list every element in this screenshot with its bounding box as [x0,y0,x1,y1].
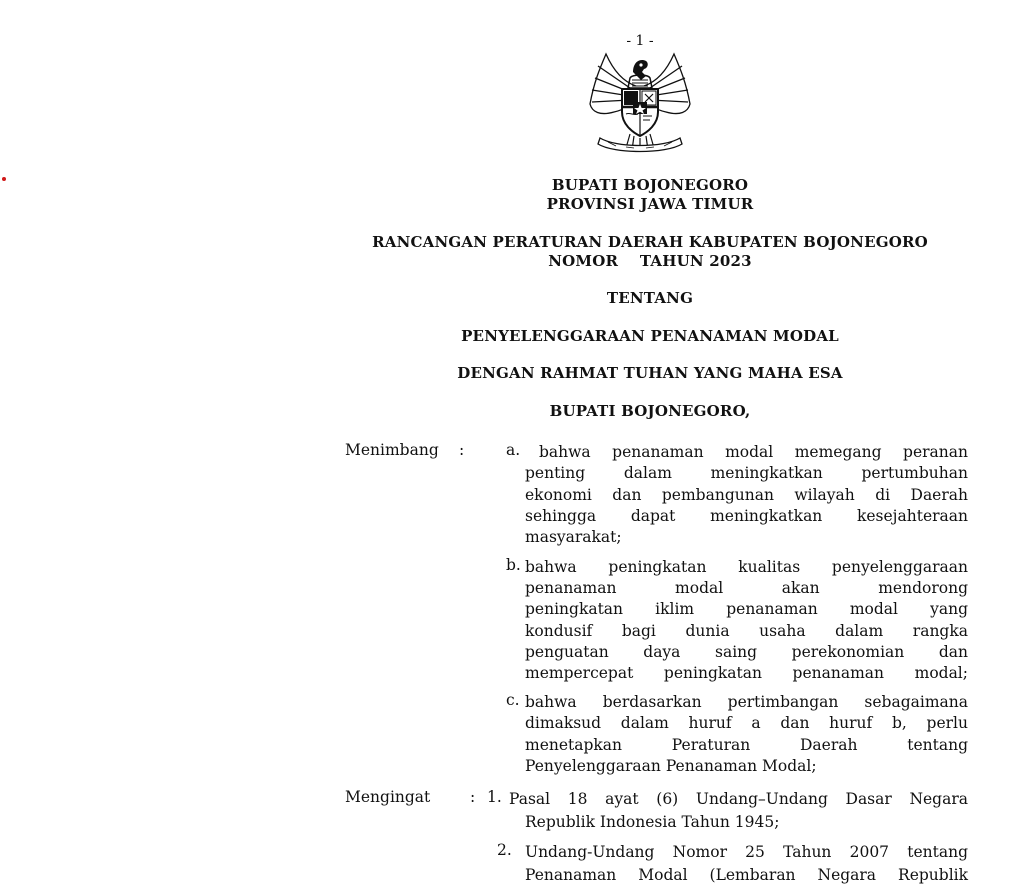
mengingat-marker-2: 2. [497,841,512,859]
menimbang-b-line: peningkatan iklim penanaman modal yang [525,600,968,618]
page-number: - 1 - [626,33,654,49]
mengingat-label: Mengingat [345,788,431,806]
menimbang-a-line: ekonomi dan pembangunan wilayah di Daerah [525,486,968,504]
menimbang-marker-c: c. [506,691,520,709]
menimbang-c-line: bahwa berdasarkan pertimbangan sebagaimana [525,693,968,711]
menimbang-a-line: sehingga dapat meningkatkan kesejahteraan [525,507,968,525]
menimbang-marker-b: b. [506,556,521,574]
menimbang-b-line: penanaman modal akan mendorong [525,579,968,597]
menimbang-colon: : [459,441,465,459]
heading-nomor: NOMOR TAHUN 2023 [548,252,752,270]
menimbang-a-line: penting dalam meningkatkan pertumbuhan [525,464,968,482]
mengingat-1-line: Republik Indonesia Tahun 1945; [525,813,780,831]
heading-bupati-koma: BUPATI BOJONEGORO, [549,402,751,420]
mengingat-marker-1: 1. [487,788,502,806]
menimbang-b-line: mempercepat peningkatan penanaman modal; [525,664,968,682]
menimbang-c-line: Penyelenggaraan Penanaman Modal; [525,757,817,775]
menimbang-b-line: kondusif bagi dunia usaha dalam rangka [525,622,968,640]
menimbang-b-line: penguatan daya saing perekonomian dan [525,643,968,661]
heading-rancangan: RANCANGAN PERATURAN DAERAH KABUPATEN BOJONEGORO [372,233,928,251]
mengingat-2-line: Undang-Undang Nomor 25 Tahun 2007 tentang [525,843,968,861]
heading-judul: PENYELENGGARAAN PENANAMAN MODAL [461,327,839,345]
menimbang-marker-a: a. [506,441,521,459]
menimbang-b-line: bahwa peningkatan kualitas penyelenggaraan [525,558,968,576]
menimbang-c-line: menetapkan Peraturan Daerah tentang [525,736,968,754]
menimbang-label: Menimbang [345,441,439,459]
heading-rahmat: DENGAN RAHMAT TUHAN YANG MAHA ESA [457,364,843,382]
menimbang-a-line: masyarakat; [525,528,622,546]
menimbang-c-line: dimaksud dalam huruf a dan huruf b, perlu [525,714,968,732]
mengingat-2-line: Penanaman Modal (Lembaran Negara Republik [525,866,968,884]
mengingat-colon: : [470,788,476,806]
heading-tentang: TENTANG [606,289,694,307]
mengingat-1-line: Pasal 18 ayat (6) Undang–Undang Dasar Negara [509,790,968,808]
heading-provinsi: PROVINSI JAWA TIMUR [546,195,754,213]
menimbang-a-line: bahwa penanaman modal memegang peranan [539,443,968,461]
garuda-emblem-icon [586,52,694,158]
red-marker-dot [2,177,6,181]
heading-bupati: BUPATI BOJONEGORO [551,176,749,194]
